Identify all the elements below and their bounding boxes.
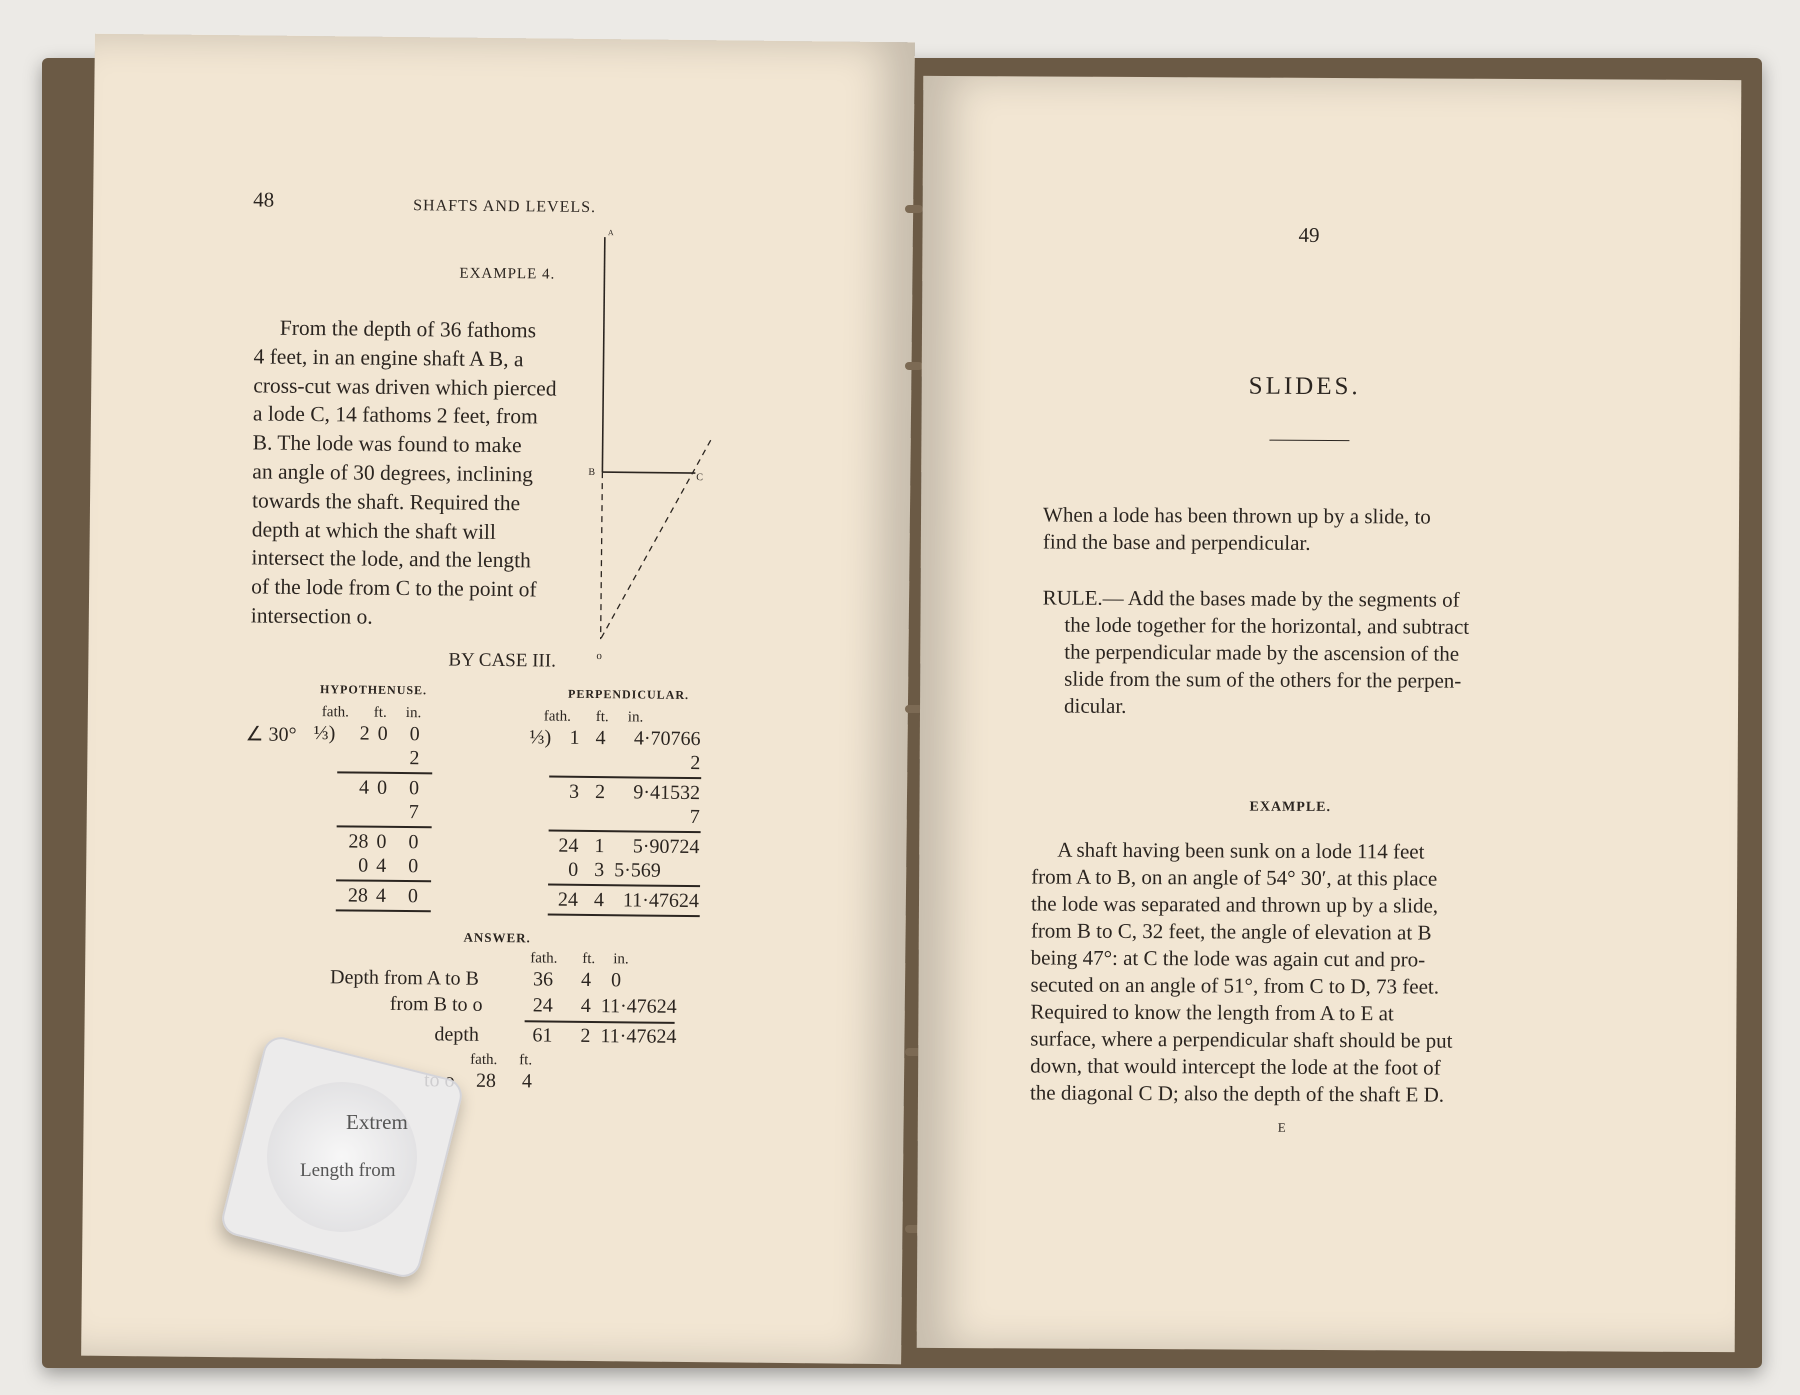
hyp-divisor: ⅓): [313, 722, 336, 745]
text-line: being 47°: at C the lode was again cut and pro-: [1030, 945, 1426, 972]
text-line: from B to C, 32 feet, the angle of elevation at B: [1030, 918, 1432, 945]
perp-cell: 3: [568, 780, 580, 803]
text-line: down, that would intercept the lode at the foot of: [1030, 1053, 1441, 1080]
text-line: A shaft having been sunk on a lode 114 feet: [1057, 837, 1425, 864]
perp-cell: 4: [593, 889, 605, 912]
hyp-rule: [336, 879, 431, 881]
perp-cell: 1: [569, 726, 580, 749]
hyp-cell: 0: [407, 885, 419, 908]
text-line: slide from the sum of the others for the perpen-: [1064, 666, 1462, 693]
text-line: an angle of 30 degrees, inclining: [252, 459, 534, 487]
perp-cell: 11·47624: [622, 889, 700, 913]
text-line: From the depth of 36 fathoms: [279, 315, 537, 343]
answer-label: depth: [434, 1023, 480, 1046]
angle-label: ∠ 30°: [245, 723, 297, 746]
perp-cell: 5·90724: [632, 835, 700, 859]
example-heading-right: EXAMPLE.: [1249, 799, 1332, 816]
perpendicular-heading: PERPENDICULAR.: [567, 686, 690, 703]
binding-stitch: [905, 205, 923, 213]
perp-cell: 4·70766: [633, 727, 701, 751]
left-page-number: 48: [253, 187, 275, 212]
perp-divisor: ⅓): [529, 726, 552, 749]
ans-unit-fath: fath.: [530, 950, 558, 967]
hyp-cell: 0: [376, 776, 388, 799]
hyp-cell: 0: [408, 855, 419, 878]
text-line: of the lode from C to the point of: [251, 574, 537, 602]
perp-cell: 24: [557, 888, 579, 911]
hyp-cell: 28: [348, 830, 369, 853]
left-page: [81, 34, 915, 1365]
hyp-rule: [337, 771, 432, 773]
text-line: the perpendicular made by the ascension of the: [1064, 639, 1460, 666]
hyp-cell: 4: [376, 854, 387, 877]
perp-cell: 1: [594, 835, 605, 858]
perp-cell: 7: [689, 806, 700, 829]
ans2-unit-ft: ft.: [519, 1052, 533, 1069]
answer-value: 11·47624: [600, 995, 677, 1018]
answer-value: 28: [475, 1069, 497, 1092]
cross-cut-line: [602, 472, 695, 473]
example-text: [1030, 836, 1566, 1109]
ans-unit-in: in.: [613, 951, 629, 968]
hyp-cell: 0: [377, 722, 388, 745]
hyp-unit-ft: ft.: [373, 704, 387, 721]
perp-rule: [549, 776, 701, 779]
perp-cell: 3: [594, 859, 605, 882]
hyp-rule: [337, 825, 432, 827]
hypotenuse-heading: HYPOTHENUSE.: [320, 682, 428, 698]
hyp-cell: 28: [347, 884, 369, 907]
perp-cell: 9·41532: [633, 781, 701, 805]
answer-heading: ANSWER.: [463, 929, 531, 946]
example-heading: EXAMPLE 4.: [459, 265, 556, 283]
hyp-unit-fath: fath.: [321, 704, 350, 721]
hyp-cell: 4: [375, 884, 387, 907]
intro-text: [1043, 502, 1573, 559]
answer-label: Depth from A to B: [329, 966, 480, 990]
text-line: from A to B, on an angle of 54° 30′, at this place: [1031, 864, 1438, 891]
label-o: o: [596, 650, 603, 663]
text-line: secuted on an angle of 51°, from C to D, 73 feet.: [1030, 972, 1440, 999]
running-head: SHAFTS AND LEVELS.: [413, 197, 597, 216]
shaft-diagram: [558, 227, 723, 669]
lode-line: [601, 439, 711, 640]
hyp-cell: 4: [358, 776, 370, 799]
answer-value: 2: [580, 1024, 591, 1047]
text-line: B. The lode was found to make: [252, 430, 522, 458]
rule-text: [1042, 584, 1573, 722]
answer-value: 11·47624: [600, 1025, 677, 1048]
label-b: B: [588, 466, 596, 479]
perp-cell: 5·569: [614, 859, 661, 882]
answer-rule: [525, 1020, 675, 1023]
perp-cell: 0: [568, 858, 579, 881]
text-line: intersection o.: [250, 603, 373, 629]
hyp-cell: 0: [408, 777, 420, 800]
perp-cell: 2: [690, 752, 701, 775]
right-page: [917, 76, 1742, 1352]
text-line: When a lode has been thrown up by a slide, to: [1042, 502, 1431, 529]
text-line: find the base and perpendicular.: [1042, 529, 1311, 555]
answer-label: from B to o: [389, 992, 483, 1016]
hyp-cell: 7: [408, 801, 419, 824]
answer-value: 4: [521, 1070, 533, 1093]
perp-rule: [549, 830, 701, 833]
answer-value: 36: [532, 968, 554, 991]
label-c: C: [696, 472, 704, 484]
perp-rule: [548, 914, 700, 917]
perp-cell: 2: [594, 781, 606, 804]
text-line: intersect the lode, and the length: [251, 545, 531, 573]
ans-unit-ft: ft.: [582, 950, 596, 968]
text-line: the lode was separated and thrown up by a slide,: [1030, 891, 1439, 918]
text-line: depth at which the shaft will: [251, 516, 497, 544]
hyp-cell: 2: [409, 747, 420, 770]
problem-text: [251, 313, 609, 633]
perp-unit-fath: fath.: [543, 708, 571, 725]
perp-unit-in: in.: [627, 709, 644, 726]
perp-rule: [548, 884, 700, 887]
section-title: SLIDES.: [1248, 372, 1361, 401]
text-line: RULE.— Add the bases made by the segments of: [1042, 585, 1460, 612]
hyp-cell: 0: [358, 854, 369, 877]
text-line: Required to know the length from A to E at: [1030, 999, 1394, 1026]
text-line: dicular.: [1063, 693, 1127, 718]
text-line: a lode C, 14 fathoms 2 feet, from: [252, 401, 538, 429]
text-line: the lode together for the horizontal, and subtract: [1064, 612, 1470, 639]
shaft-extension-line: [601, 472, 603, 639]
hyp-rule: [336, 909, 431, 911]
text-line: cross-cut was driven which pierced: [253, 373, 557, 401]
text-line: the diagonal C D; also the depth of the shaft E D.: [1029, 1080, 1445, 1107]
text-line: surface, where a perpendicular shaft should be put: [1030, 1026, 1453, 1053]
magnified-text: Length from: [300, 1160, 396, 1181]
ans2-unit-fath: fath.: [470, 1051, 498, 1069]
signature-mark: E: [1277, 1119, 1286, 1135]
hyp-cell: 0: [408, 831, 419, 854]
binding-stitch: [905, 362, 923, 370]
perp-unit-ft: ft.: [595, 709, 609, 726]
case-heading: BY CASE III.: [448, 649, 557, 672]
hyp-cell: 0: [409, 723, 420, 746]
answer-value: 4: [580, 994, 591, 1017]
perp-cell: 4: [595, 727, 606, 750]
answer-value: 4: [580, 968, 592, 991]
answer-value: 61: [532, 1024, 553, 1047]
hyp-unit-in: in.: [405, 705, 422, 722]
hyp-cell: 2: [359, 722, 370, 745]
right-page-number: 49: [1298, 222, 1320, 247]
magnified-text: Extrem: [346, 1110, 408, 1134]
answer-value: 0: [610, 969, 622, 992]
text-line: towards the shaft. Required the: [251, 488, 521, 516]
label-a: A: [607, 228, 614, 238]
hyp-cell: 0: [376, 830, 387, 853]
title-rule: [1269, 440, 1349, 441]
magnifier-lens: [251, 1066, 433, 1248]
answer-value: 24: [532, 994, 553, 1017]
text-line: 4 feet, in an engine shaft A B, a: [253, 344, 524, 372]
perp-cell: 24: [558, 834, 579, 857]
shaft-line: [602, 237, 604, 472]
